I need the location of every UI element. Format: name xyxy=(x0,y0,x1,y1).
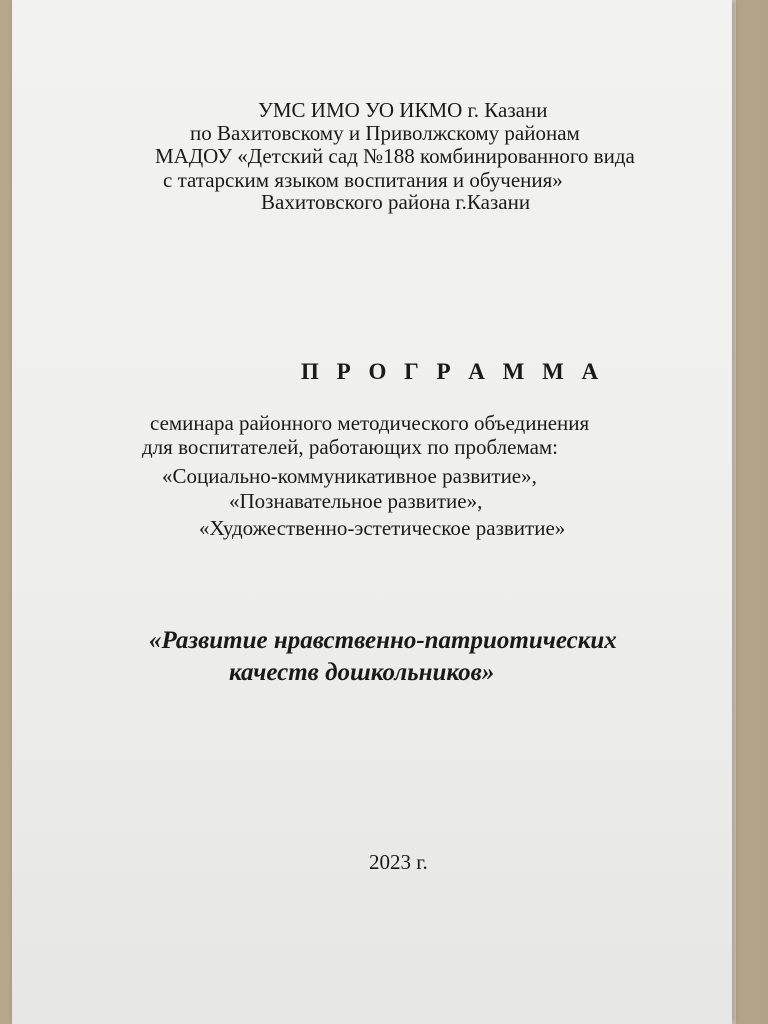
subtitle-line-topic-artistic: «Художественно-эстетическое развитие» xyxy=(199,516,566,540)
subtitle-line-topic-cognitive: «Познавательное развитие», xyxy=(229,489,483,513)
subtitle-line-audience: для воспитателей, работающих по проблемам: xyxy=(142,435,559,459)
header-line-organization: УМС ИМО УО ИКМО г. Казани xyxy=(258,98,548,122)
theme-line-1: «Развитие нравственно-патриотических xyxy=(149,627,617,654)
header-line-districts: по Вахитовскому и Приволжскому районам xyxy=(190,121,580,145)
subtitle-line-seminar: семинара районного методического объединения xyxy=(150,411,590,435)
document-year: 2023 г. xyxy=(369,850,428,874)
document-title: П Р О Г Р А М М А xyxy=(301,359,605,384)
header-line-language: с татарским языком воспитания и обучения» xyxy=(163,168,563,192)
header-line-kindergarten: МАДОУ «Детский сад №188 комбинированного вида xyxy=(155,144,635,168)
header-line-district: Вахитовского района г.Казани xyxy=(261,190,531,214)
subtitle-line-topic-social: «Социально-коммуникативное развитие», xyxy=(162,464,537,488)
theme-line-2: качеств дошкольников» xyxy=(229,659,495,686)
